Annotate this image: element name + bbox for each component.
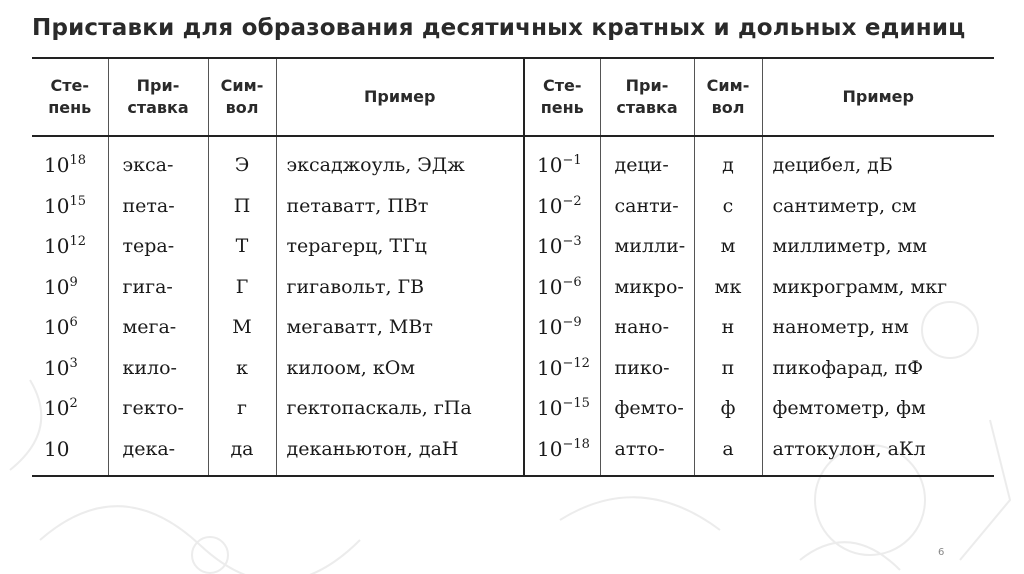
symbol-cell: с: [694, 186, 762, 227]
prefix-cell: пико-: [600, 348, 694, 389]
header-symbol-right: Сим- вол: [694, 58, 762, 136]
example-cell: сантиметр, см: [762, 186, 994, 227]
symbol-cell: Г: [208, 267, 276, 308]
page-number: 6: [938, 547, 945, 558]
table-row: [32, 388, 994, 429]
header-symbol-left: Сим- вол: [208, 58, 276, 136]
symbol-cell: П: [208, 186, 276, 227]
prefix-cell: нано-: [600, 307, 694, 348]
prefix-cell: гекто-: [108, 388, 208, 429]
power-cell: $10^{-6}$: [524, 267, 600, 308]
power-cell: $10^{-1}$: [524, 136, 600, 186]
example-cell: микрограмм, мкг: [762, 267, 994, 308]
example-cell: эксаджоуль, ЭДж: [276, 136, 524, 186]
power-cell: $10^{12}$: [44, 234, 86, 259]
table-row: [32, 136, 994, 186]
header-prefix-right: При- ставка: [600, 58, 694, 136]
table-row: [32, 267, 994, 308]
symbol-cell: п: [694, 348, 762, 389]
slide-title: Приставки для образования десятичных кратных и дольных единиц: [32, 15, 966, 41]
example-cell: пикофарад, пФ: [762, 348, 994, 389]
table-row: [32, 429, 994, 477]
symbol-cell: да: [208, 429, 276, 477]
prefix-cell: экса-: [108, 136, 208, 186]
power-cell: $10^3$: [44, 355, 78, 380]
symbol-cell: к: [208, 348, 276, 389]
power-cell: $10^{-9}$: [524, 307, 600, 348]
power-cell: $10^{-15}$: [524, 388, 600, 429]
example-cell: миллиметр, мм: [762, 226, 994, 267]
prefix-cell: кило-: [108, 348, 208, 389]
example-cell: гигавольт, ГВ: [276, 267, 524, 308]
example-cell: фемтометр, фм: [762, 388, 994, 429]
example-cell: нанометр, нм: [762, 307, 994, 348]
prefix-cell: атто-: [600, 429, 694, 477]
prefix-cell: санти-: [600, 186, 694, 227]
power-cell: $10^{18}$: [44, 153, 86, 178]
example-cell: деканьютон, даН: [276, 429, 524, 477]
header-power-left: Сте- пень: [48, 76, 92, 117]
header-power-right: Сте- пень: [524, 58, 600, 136]
symbol-cell: ф: [694, 388, 762, 429]
symbol-cell: м: [694, 226, 762, 267]
prefix-cell: микро-: [600, 267, 694, 308]
header-prefix-left: При- ставка: [108, 58, 208, 136]
header-example-right: Пример: [762, 58, 994, 136]
prefix-cell: тера-: [108, 226, 208, 267]
power-cell: $10^{-2}$: [524, 186, 600, 227]
prefix-table: [32, 57, 994, 477]
power-cell: 10: [44, 436, 70, 461]
prefix-cell: мега-: [108, 307, 208, 348]
power-cell: $10^{-12}$: [524, 348, 600, 389]
power-cell: $10^9$: [44, 274, 78, 299]
symbol-cell: д: [694, 136, 762, 186]
example-cell: децибел, дБ: [762, 136, 994, 186]
power-cell: $10^2$: [44, 396, 78, 421]
table-row: [32, 348, 994, 389]
power-cell: $10^{-18}$: [524, 429, 600, 477]
symbol-cell: мк: [694, 267, 762, 308]
symbol-cell: Т: [208, 226, 276, 267]
example-cell: петаватт, ПВт: [276, 186, 524, 227]
example-cell: терагерц, ТГц: [276, 226, 524, 267]
prefix-cell: деци-: [600, 136, 694, 186]
prefix-cell: фемто-: [600, 388, 694, 429]
power-cell: $10^6$: [44, 315, 78, 340]
power-cell: $10^{-3}$: [524, 226, 600, 267]
prefix-cell: милли-: [600, 226, 694, 267]
table-row: [32, 186, 994, 227]
table-row: [32, 307, 994, 348]
symbol-cell: а: [694, 429, 762, 477]
header-row: [32, 58, 994, 136]
symbol-cell: Э: [208, 136, 276, 186]
prefix-cell: пета-: [108, 186, 208, 227]
table-body: [32, 136, 994, 476]
example-cell: аттокулон, аКл: [762, 429, 994, 477]
example-cell: мегаватт, МВт: [276, 307, 524, 348]
symbol-cell: М: [208, 307, 276, 348]
power-cell: $10^{15}$: [44, 193, 86, 218]
symbol-cell: г: [208, 388, 276, 429]
example-cell: гектопаскаль, гПа: [276, 388, 524, 429]
prefix-cell: дека-: [108, 429, 208, 477]
symbol-cell: н: [694, 307, 762, 348]
prefix-cell: гига-: [108, 267, 208, 308]
header-example-left: Пример: [276, 58, 524, 136]
table-row: [32, 226, 994, 267]
example-cell: килоом, кОм: [276, 348, 524, 389]
